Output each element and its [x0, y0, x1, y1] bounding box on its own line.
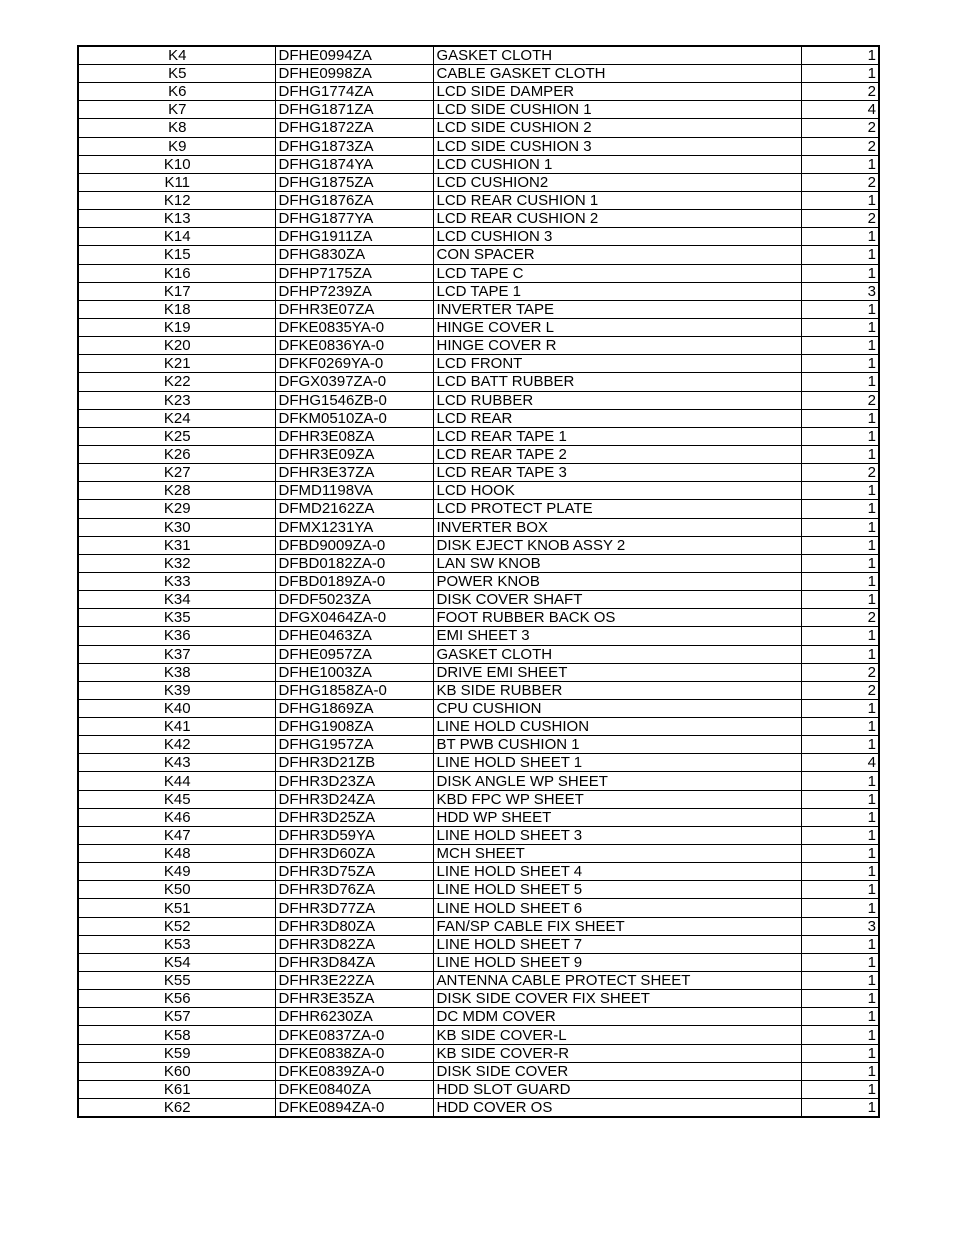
table-row [78, 173, 879, 191]
part-number-cell: DFKE0837ZA-0 [275, 1026, 433, 1044]
table-row [78, 191, 879, 209]
ref-cell: K13 [78, 210, 275, 228]
part-number-cell: DFHE1003ZA [275, 663, 433, 681]
ref-cell: K27 [78, 464, 275, 482]
table-row [78, 718, 879, 736]
description-cell: LCD CUSHION 1 [433, 155, 801, 173]
ref-cell: K28 [78, 482, 275, 500]
part-number-cell: DFKE0840ZA [275, 1080, 433, 1098]
part-number-cell: DFHG1873ZA [275, 137, 433, 155]
ref-cell: K34 [78, 591, 275, 609]
table-row [78, 772, 879, 790]
part-number-cell: DFHR3D59YA [275, 826, 433, 844]
part-number-cell: DFHE0463ZA [275, 627, 433, 645]
table-row [78, 972, 879, 990]
description-cell: DRIVE EMI SHEET [433, 663, 801, 681]
quantity-cell: 1 [801, 1080, 879, 1098]
description-cell: MCH SHEET [433, 845, 801, 863]
description-cell: LINE HOLD SHEET 7 [433, 935, 801, 953]
description-cell: LCD REAR CUSHION 2 [433, 210, 801, 228]
part-number-cell: DFKF0269YA-0 [275, 355, 433, 373]
part-number-cell: DFBD9009ZA-0 [275, 536, 433, 554]
quantity-cell: 1 [801, 790, 879, 808]
quantity-cell: 1 [801, 1044, 879, 1062]
ref-cell: K54 [78, 953, 275, 971]
ref-cell: K48 [78, 845, 275, 863]
quantity-cell: 1 [801, 863, 879, 881]
description-cell: LCD SIDE CUSHION 1 [433, 101, 801, 119]
table-row [78, 953, 879, 971]
quantity-cell: 2 [801, 391, 879, 409]
description-cell: LCD CUSHION2 [433, 173, 801, 191]
table-row [78, 591, 879, 609]
quantity-cell: 1 [801, 373, 879, 391]
quantity-cell: 1 [801, 899, 879, 917]
description-cell: LINE HOLD SHEET 9 [433, 953, 801, 971]
quantity-cell: 4 [801, 101, 879, 119]
description-cell: DISK EJECT KNOB ASSY 2 [433, 536, 801, 554]
description-cell: LCD REAR CUSHION 1 [433, 191, 801, 209]
part-number-cell: DFHE0957ZA [275, 645, 433, 663]
ref-cell: K38 [78, 663, 275, 681]
quantity-cell: 1 [801, 736, 879, 754]
part-number-cell: DFHG1872ZA [275, 119, 433, 137]
part-number-cell: DFGX0464ZA-0 [275, 609, 433, 627]
quantity-cell: 1 [801, 46, 879, 65]
quantity-cell: 1 [801, 536, 879, 554]
description-cell: LAN SW KNOB [433, 554, 801, 572]
table-row [78, 464, 879, 482]
description-cell: KB SIDE RUBBER [433, 681, 801, 699]
part-number-cell: DFHG1871ZA [275, 101, 433, 119]
table-row [78, 572, 879, 590]
ref-cell: K57 [78, 1008, 275, 1026]
quantity-cell: 2 [801, 83, 879, 101]
table-row [78, 391, 879, 409]
quantity-cell: 1 [801, 1099, 879, 1118]
table-row [78, 1044, 879, 1062]
table-row [78, 300, 879, 318]
description-cell: CON SPACER [433, 246, 801, 264]
table-row [78, 337, 879, 355]
part-number-cell: DFMD1198VA [275, 482, 433, 500]
part-number-cell: DFKE0838ZA-0 [275, 1044, 433, 1062]
part-number-cell: DFMX1231YA [275, 518, 433, 536]
part-number-cell: DFBD0189ZA-0 [275, 572, 433, 590]
part-number-cell: DFGX0397ZA-0 [275, 373, 433, 391]
ref-cell: K47 [78, 826, 275, 844]
description-cell: CPU CUSHION [433, 699, 801, 717]
description-cell: ANTENNA CABLE PROTECT SHEET [433, 972, 801, 990]
ref-cell: K25 [78, 427, 275, 445]
ref-cell: K44 [78, 772, 275, 790]
ref-cell: K21 [78, 355, 275, 373]
part-number-cell: DFHG1876ZA [275, 191, 433, 209]
part-number-cell: DFHG1911ZA [275, 228, 433, 246]
ref-cell: K7 [78, 101, 275, 119]
quantity-cell: 1 [801, 591, 879, 609]
description-cell: LCD CUSHION 3 [433, 228, 801, 246]
table-row [78, 355, 879, 373]
ref-cell: K14 [78, 228, 275, 246]
table-row [78, 663, 879, 681]
table-row [78, 282, 879, 300]
table-row [78, 137, 879, 155]
quantity-cell: 1 [801, 990, 879, 1008]
quantity-cell: 1 [801, 355, 879, 373]
description-cell: CABLE GASKET CLOTH [433, 65, 801, 83]
part-number-cell: DFKE0894ZA-0 [275, 1099, 433, 1118]
table-row [78, 1080, 879, 1098]
quantity-cell: 3 [801, 917, 879, 935]
quantity-cell: 2 [801, 173, 879, 191]
quantity-cell: 1 [801, 953, 879, 971]
table-row [78, 699, 879, 717]
quantity-cell: 1 [801, 935, 879, 953]
quantity-cell: 1 [801, 881, 879, 899]
part-number-cell: DFHG1858ZA-0 [275, 681, 433, 699]
parts-list-table [77, 45, 880, 1118]
ref-cell: K50 [78, 881, 275, 899]
table-row [78, 990, 879, 1008]
part-number-cell: DFHR3D75ZA [275, 863, 433, 881]
table-row [78, 46, 879, 65]
part-number-cell: DFKM0510ZA-0 [275, 409, 433, 427]
part-number-cell: DFDF5023ZA [275, 591, 433, 609]
ref-cell: K31 [78, 536, 275, 554]
quantity-cell: 4 [801, 754, 879, 772]
ref-cell: K30 [78, 518, 275, 536]
table-row [78, 536, 879, 554]
part-number-cell: DFHR3E09ZA [275, 445, 433, 463]
part-number-cell: DFHP7175ZA [275, 264, 433, 282]
quantity-cell: 2 [801, 609, 879, 627]
ref-cell: K22 [78, 373, 275, 391]
part-number-cell: DFBD0182ZA-0 [275, 554, 433, 572]
description-cell: DISK COVER SHAFT [433, 591, 801, 609]
description-cell: LCD FRONT [433, 355, 801, 373]
quantity-cell: 1 [801, 155, 879, 173]
part-number-cell: DFHR3D24ZA [275, 790, 433, 808]
quantity-cell: 1 [801, 845, 879, 863]
part-number-cell: DFHG1877YA [275, 210, 433, 228]
description-cell: INVERTER TAPE [433, 300, 801, 318]
ref-cell: K11 [78, 173, 275, 191]
quantity-cell: 2 [801, 464, 879, 482]
ref-cell: K53 [78, 935, 275, 953]
part-number-cell: DFHR3D84ZA [275, 953, 433, 971]
ref-cell: K60 [78, 1062, 275, 1080]
description-cell: HDD SLOT GUARD [433, 1080, 801, 1098]
ref-cell: K36 [78, 627, 275, 645]
description-cell: LCD BATT RUBBER [433, 373, 801, 391]
description-cell: LCD TAPE C [433, 264, 801, 282]
table-row [78, 1062, 879, 1080]
part-number-cell: DFHG1546ZB-0 [275, 391, 433, 409]
quantity-cell: 1 [801, 718, 879, 736]
part-number-cell: DFHR3E35ZA [275, 990, 433, 1008]
description-cell: BT PWB CUSHION 1 [433, 736, 801, 754]
description-cell: DISK SIDE COVER FIX SHEET [433, 990, 801, 1008]
ref-cell: K8 [78, 119, 275, 137]
part-number-cell: DFHR3D76ZA [275, 881, 433, 899]
quantity-cell: 2 [801, 210, 879, 228]
part-number-cell: DFHR3E08ZA [275, 427, 433, 445]
part-number-cell: DFHR3E37ZA [275, 464, 433, 482]
quantity-cell: 1 [801, 409, 879, 427]
description-cell: LINE HOLD SHEET 5 [433, 881, 801, 899]
table-row [78, 65, 879, 83]
ref-cell: K42 [78, 736, 275, 754]
ref-cell: K23 [78, 391, 275, 409]
description-cell: LCD PROTECT PLATE [433, 500, 801, 518]
description-cell: INVERTER BOX [433, 518, 801, 536]
quantity-cell: 1 [801, 808, 879, 826]
quantity-cell: 1 [801, 699, 879, 717]
table-row [78, 627, 879, 645]
part-number-cell: DFMD2162ZA [275, 500, 433, 518]
description-cell: LINE HOLD SHEET 1 [433, 754, 801, 772]
table-row [78, 518, 879, 536]
part-number-cell: DFHG1957ZA [275, 736, 433, 754]
quantity-cell: 1 [801, 554, 879, 572]
description-cell: HDD WP SHEET [433, 808, 801, 826]
ref-cell: K62 [78, 1099, 275, 1118]
ref-cell: K16 [78, 264, 275, 282]
ref-cell: K6 [78, 83, 275, 101]
ref-cell: K19 [78, 318, 275, 336]
description-cell: LCD SIDE DAMPER [433, 83, 801, 101]
ref-cell: K43 [78, 754, 275, 772]
table-row [78, 318, 879, 336]
ref-cell: K15 [78, 246, 275, 264]
quantity-cell: 1 [801, 246, 879, 264]
part-number-cell: DFHE0994ZA [275, 46, 433, 65]
table-row [78, 264, 879, 282]
part-number-cell: DFHG830ZA [275, 246, 433, 264]
quantity-cell: 1 [801, 264, 879, 282]
description-cell: LINE HOLD CUSHION [433, 718, 801, 736]
ref-cell: K51 [78, 899, 275, 917]
table-row [78, 427, 879, 445]
description-cell: FOOT RUBBER BACK OS [433, 609, 801, 627]
description-cell: HINGE COVER L [433, 318, 801, 336]
quantity-cell: 1 [801, 65, 879, 83]
quantity-cell: 1 [801, 627, 879, 645]
ref-cell: K4 [78, 46, 275, 65]
ref-cell: K55 [78, 972, 275, 990]
part-number-cell: DFHR3E22ZA [275, 972, 433, 990]
parts-list-body [78, 46, 879, 1117]
table-row [78, 736, 879, 754]
quantity-cell: 1 [801, 500, 879, 518]
ref-cell: K32 [78, 554, 275, 572]
ref-cell: K49 [78, 863, 275, 881]
quantity-cell: 1 [801, 191, 879, 209]
ref-cell: K39 [78, 681, 275, 699]
description-cell: FAN/SP CABLE FIX SHEET [433, 917, 801, 935]
ref-cell: K26 [78, 445, 275, 463]
ref-cell: K46 [78, 808, 275, 826]
table-row [78, 935, 879, 953]
table-row [78, 609, 879, 627]
description-cell: POWER KNOB [433, 572, 801, 590]
description-cell: DISK SIDE COVER [433, 1062, 801, 1080]
ref-cell: K17 [78, 282, 275, 300]
quantity-cell: 1 [801, 1008, 879, 1026]
quantity-cell: 1 [801, 518, 879, 536]
description-cell: KBD FPC WP SHEET [433, 790, 801, 808]
table-row [78, 881, 879, 899]
part-number-cell: DFHG1774ZA [275, 83, 433, 101]
table-row [78, 826, 879, 844]
part-number-cell: DFHR3D25ZA [275, 808, 433, 826]
ref-cell: K10 [78, 155, 275, 173]
description-cell: DISK ANGLE WP SHEET [433, 772, 801, 790]
quantity-cell: 2 [801, 681, 879, 699]
ref-cell: K58 [78, 1026, 275, 1044]
description-cell: GASKET CLOTH [433, 46, 801, 65]
ref-cell: K12 [78, 191, 275, 209]
quantity-cell: 1 [801, 427, 879, 445]
quantity-cell: 1 [801, 826, 879, 844]
description-cell: KB SIDE COVER-R [433, 1044, 801, 1062]
table-row [78, 863, 879, 881]
part-number-cell: DFHR3E07ZA [275, 300, 433, 318]
quantity-cell: 1 [801, 482, 879, 500]
description-cell: LCD RUBBER [433, 391, 801, 409]
ref-cell: K61 [78, 1080, 275, 1098]
quantity-cell: 1 [801, 445, 879, 463]
part-number-cell: DFKE0835YA-0 [275, 318, 433, 336]
part-number-cell: DFHG1874YA [275, 155, 433, 173]
table-row [78, 500, 879, 518]
part-number-cell: DFKE0839ZA-0 [275, 1062, 433, 1080]
quantity-cell: 2 [801, 137, 879, 155]
table-row [78, 373, 879, 391]
part-number-cell: DFHR3D21ZB [275, 754, 433, 772]
description-cell: LCD REAR TAPE 2 [433, 445, 801, 463]
description-cell: HINGE COVER R [433, 337, 801, 355]
description-cell: LCD SIDE CUSHION 3 [433, 137, 801, 155]
table-row [78, 246, 879, 264]
description-cell: HDD COVER OS [433, 1099, 801, 1118]
ref-cell: K29 [78, 500, 275, 518]
ref-cell: K35 [78, 609, 275, 627]
description-cell: LINE HOLD SHEET 3 [433, 826, 801, 844]
quantity-cell: 1 [801, 645, 879, 663]
quantity-cell: 1 [801, 772, 879, 790]
description-cell: KB SIDE COVER-L [433, 1026, 801, 1044]
quantity-cell: 1 [801, 337, 879, 355]
ref-cell: K40 [78, 699, 275, 717]
table-row [78, 409, 879, 427]
table-row [78, 1008, 879, 1026]
table-row [78, 554, 879, 572]
table-row [78, 228, 879, 246]
description-cell: LINE HOLD SHEET 6 [433, 899, 801, 917]
ref-cell: K37 [78, 645, 275, 663]
part-number-cell: DFHE0998ZA [275, 65, 433, 83]
description-cell: EMI SHEET 3 [433, 627, 801, 645]
quantity-cell: 2 [801, 119, 879, 137]
table-row [78, 119, 879, 137]
table-row [78, 101, 879, 119]
ref-cell: K20 [78, 337, 275, 355]
quantity-cell: 1 [801, 228, 879, 246]
part-number-cell: DFHR6230ZA [275, 1008, 433, 1026]
table-row [78, 1026, 879, 1044]
quantity-cell: 1 [801, 300, 879, 318]
part-number-cell: DFHG1869ZA [275, 699, 433, 717]
part-number-cell: DFHR3D80ZA [275, 917, 433, 935]
quantity-cell: 1 [801, 572, 879, 590]
table-row [78, 1099, 879, 1118]
description-cell: LCD TAPE 1 [433, 282, 801, 300]
quantity-cell: 1 [801, 972, 879, 990]
table-row [78, 482, 879, 500]
table-row [78, 445, 879, 463]
table-row [78, 917, 879, 935]
ref-cell: K9 [78, 137, 275, 155]
description-cell: LCD REAR TAPE 1 [433, 427, 801, 445]
quantity-cell: 1 [801, 1062, 879, 1080]
part-number-cell: DFHG1908ZA [275, 718, 433, 736]
table-row [78, 155, 879, 173]
table-row [78, 681, 879, 699]
description-cell: LINE HOLD SHEET 4 [433, 863, 801, 881]
description-cell: LCD REAR [433, 409, 801, 427]
ref-cell: K59 [78, 1044, 275, 1062]
table-row [78, 845, 879, 863]
quantity-cell: 1 [801, 1026, 879, 1044]
table-row [78, 790, 879, 808]
table-row [78, 754, 879, 772]
quantity-cell: 1 [801, 318, 879, 336]
ref-cell: K18 [78, 300, 275, 318]
ref-cell: K45 [78, 790, 275, 808]
part-number-cell: DFHR3D60ZA [275, 845, 433, 863]
description-cell: GASKET CLOTH [433, 645, 801, 663]
table-row [78, 808, 879, 826]
part-number-cell: DFKE0836YA-0 [275, 337, 433, 355]
table-row [78, 210, 879, 228]
quantity-cell: 3 [801, 282, 879, 300]
description-cell: LCD REAR TAPE 3 [433, 464, 801, 482]
part-number-cell: DFHG1875ZA [275, 173, 433, 191]
table-row [78, 645, 879, 663]
part-number-cell: DFHR3D23ZA [275, 772, 433, 790]
table-row [78, 83, 879, 101]
description-cell: DC MDM COVER [433, 1008, 801, 1026]
description-cell: LCD HOOK [433, 482, 801, 500]
ref-cell: K33 [78, 572, 275, 590]
ref-cell: K5 [78, 65, 275, 83]
ref-cell: K24 [78, 409, 275, 427]
ref-cell: K56 [78, 990, 275, 1008]
ref-cell: K41 [78, 718, 275, 736]
table-row [78, 899, 879, 917]
quantity-cell: 2 [801, 663, 879, 681]
part-number-cell: DFHR3D77ZA [275, 899, 433, 917]
part-number-cell: DFHP7239ZA [275, 282, 433, 300]
part-number-cell: DFHR3D82ZA [275, 935, 433, 953]
ref-cell: K52 [78, 917, 275, 935]
description-cell: LCD SIDE CUSHION 2 [433, 119, 801, 137]
